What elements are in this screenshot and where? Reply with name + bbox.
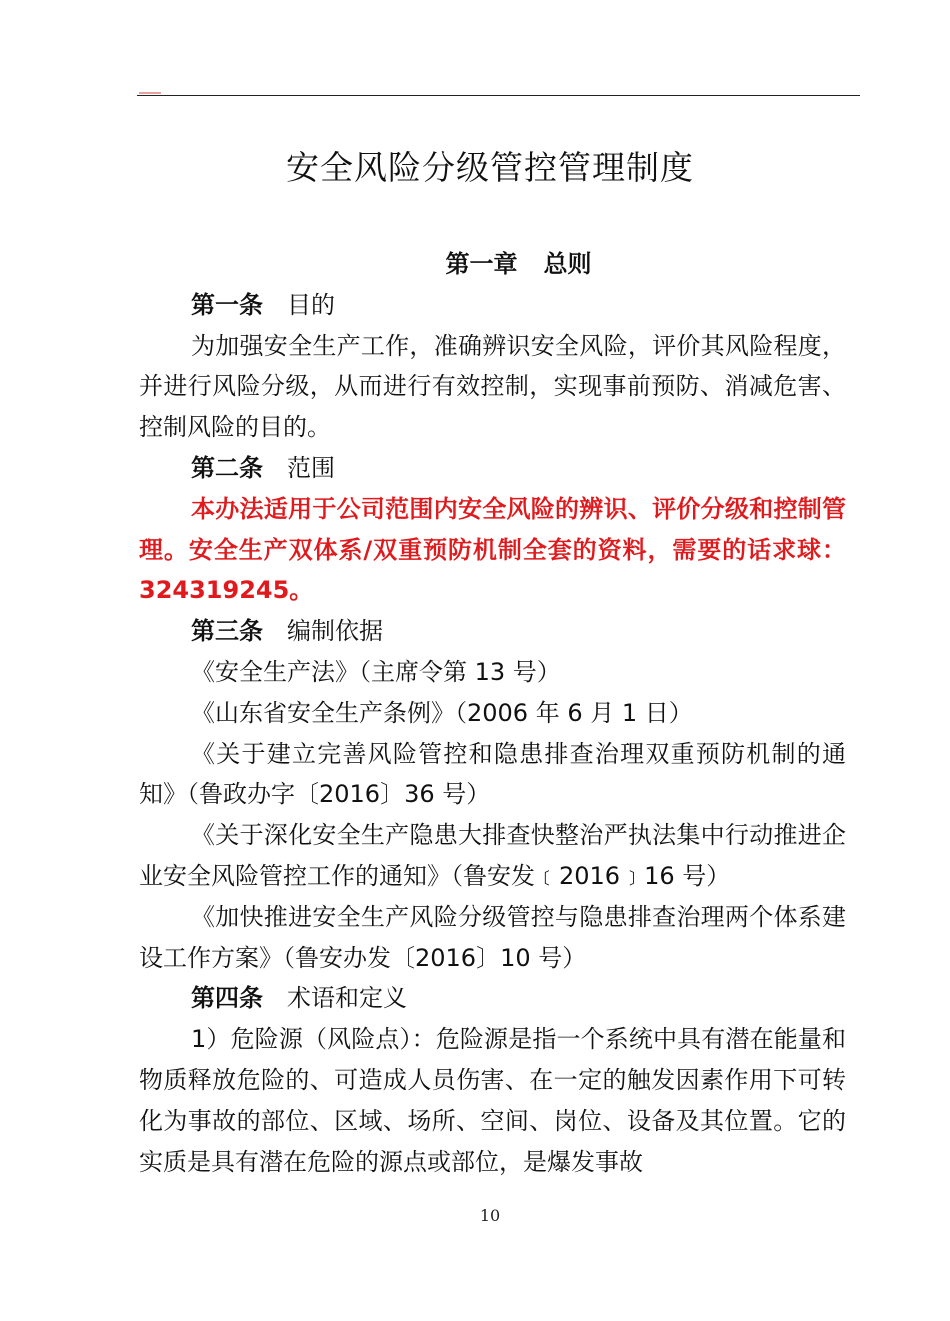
article-heading: [139, 978, 846, 1019]
reference-item: 《关于建立完善风险管控和隐患排查治理双重预防机制的通知》（鲁政办字〔2016〕36 号）: [139, 739, 846, 809]
page-number: 10: [479, 1206, 501, 1225]
document-title: 安全风险分级管控管理制度: [286, 148, 694, 187]
article-label: 第三条: [191, 617, 263, 646]
article-heading: [139, 611, 846, 652]
reference-item: 《加快推进安全生产风险分级管控与隐患排查治理两个体系建设工作方案》（鲁安办发〔2016〕10 号）: [139, 902, 846, 972]
article-name: 目的: [287, 290, 335, 319]
paragraph: 为加强安全生产工作，准确辨识安全风险，评价其风险程度，并进行风险分级，从而进行有效控制，实现事前预防、消减危害、控制风险的目的。: [139, 331, 846, 442]
reference-item: 《安全生产法》（主席令第 13 号）: [191, 657, 561, 686]
header-mark: [139, 92, 161, 94]
reference-item: 《关于深化安全生产隐患大排查快整治严执法集中行动推进企业安全风险管控工作的通知》（鲁安发﹝2016﹞16 号）: [139, 821, 846, 890]
chapter-heading: [139, 244, 846, 285]
document-body: [139, 244, 846, 1182]
article-label: 第一条: [191, 290, 263, 319]
article-heading: [139, 448, 846, 489]
article-name: 术语和定义: [287, 984, 407, 1013]
article-label: 第四条: [191, 984, 263, 1013]
article-label: 第二条: [191, 453, 263, 482]
chapter-number: 第一章: [445, 250, 518, 278]
header-rule: [137, 95, 860, 96]
article-name: 范围: [287, 453, 335, 482]
reference-item: 《山东省安全生产条例》（2006 年 6 月 1 日）: [191, 698, 693, 727]
chapter-name: 总则: [543, 250, 592, 278]
article-heading: [139, 285, 846, 326]
article-name: 编制依据: [287, 617, 383, 646]
paragraph: 1）危险源（风险点）：危险源是指一个系统中具有潜在能量和物质释放危险的、可造成人员伤害、在一定的触发因素作用下可转化为事故的部位、区域、场所、空间、岗位、设备及其位置。它的实质是具有潜在危险的源点或部位，是爆发事故: [139, 1025, 846, 1176]
highlighted-paragraph: 本办法适用于公司范围内安全风险的辨识、评价分级和控制管理。安全生产双体系/双重预防机制全套的资料，需要的话求球：324319245。: [139, 494, 846, 605]
